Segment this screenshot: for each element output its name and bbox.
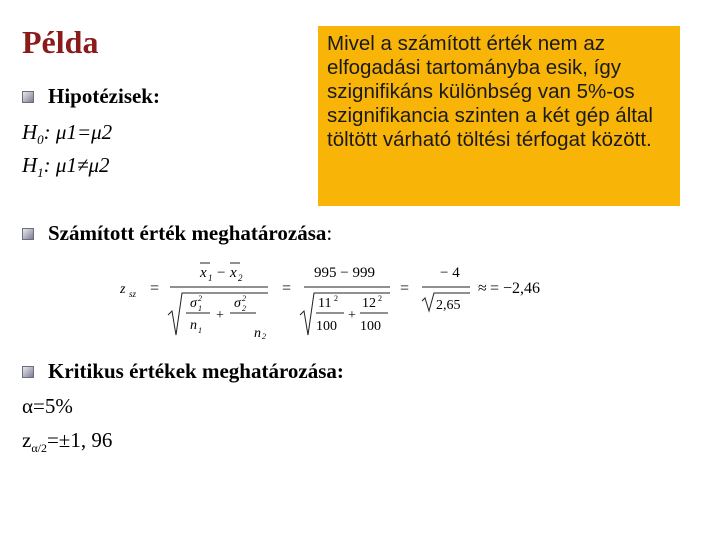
svg-text:=: = [400,280,410,297]
alpha-value: α=5% [22,394,73,418]
svg-text:2: 2 [262,332,266,341]
svg-text:1: 1 [198,304,202,313]
alternative-hypothesis: $H_1$: μ1≠μ2 [22,153,110,181]
svg-text:100: 100 [316,319,337,334]
z-result: = −2,46 [490,280,541,297]
z-symbol: z [120,282,126,297]
svg-text:11: 11 [318,296,332,311]
svg-text:x: x [200,265,207,281]
svg-text:1: 1 [198,326,202,335]
svg-text:n: n [190,318,197,333]
square-bullet-icon [22,366,34,378]
svg-text:100: 100 [360,319,381,334]
svg-text:σ: σ [190,296,197,311]
svg-text:− 4: − 4 [440,265,460,281]
svg-text:1: 1 [208,273,213,283]
critical-z-value: $z_{\alpha/2}=\pm 1$, 96 [22,428,113,456]
svg-text:−: − [217,265,226,281]
z-statistic-formula [118,255,548,345]
null-hypothesis: $H_0$: μ1=μ2 [22,120,113,148]
svg-text:=: = [282,280,292,297]
computed-heading: Számított érték meghatározása [48,221,327,245]
svg-text:2: 2 [242,304,246,313]
svg-text:2: 2 [334,294,338,303]
svg-text:2,65: 2,65 [436,298,461,313]
numerator-difference: 995 − 999 [314,265,375,281]
svg-text:≈: ≈ [478,280,487,297]
svg-text:n: n [254,326,261,341]
svg-text:sz: sz [129,289,137,299]
svg-text:x: x [230,265,237,281]
slide-title: Példa [22,24,99,60]
svg-text:2: 2 [242,294,246,303]
svg-text:+: + [216,308,224,323]
svg-text:σ: σ [234,296,241,311]
conclusion-note: Mivel a számított érték nem az elfogadási tartományba esik, így szignifikáns különbség van 5%-os szignifikancia szinten a két gép által töltött várható töltési térfogat között. [318,26,680,206]
critical-bullet [22,359,344,384]
svg-text:12: 12 [362,296,376,311]
square-bullet-icon [22,228,34,240]
svg-text:=: = [150,280,160,297]
critical-heading: Kritikus értékek meghatározása: [48,359,344,383]
square-bullet-icon [22,91,34,103]
svg-text:2: 2 [238,273,243,283]
svg-text:2: 2 [198,294,202,303]
hypotheses-bullet [22,84,160,109]
svg-text:2: 2 [378,294,382,303]
svg-text:+: + [348,308,356,323]
computed-bullet: Számított érték meghatározása : [22,221,332,246]
hypotheses-heading: Hipotézisek: [48,84,160,108]
